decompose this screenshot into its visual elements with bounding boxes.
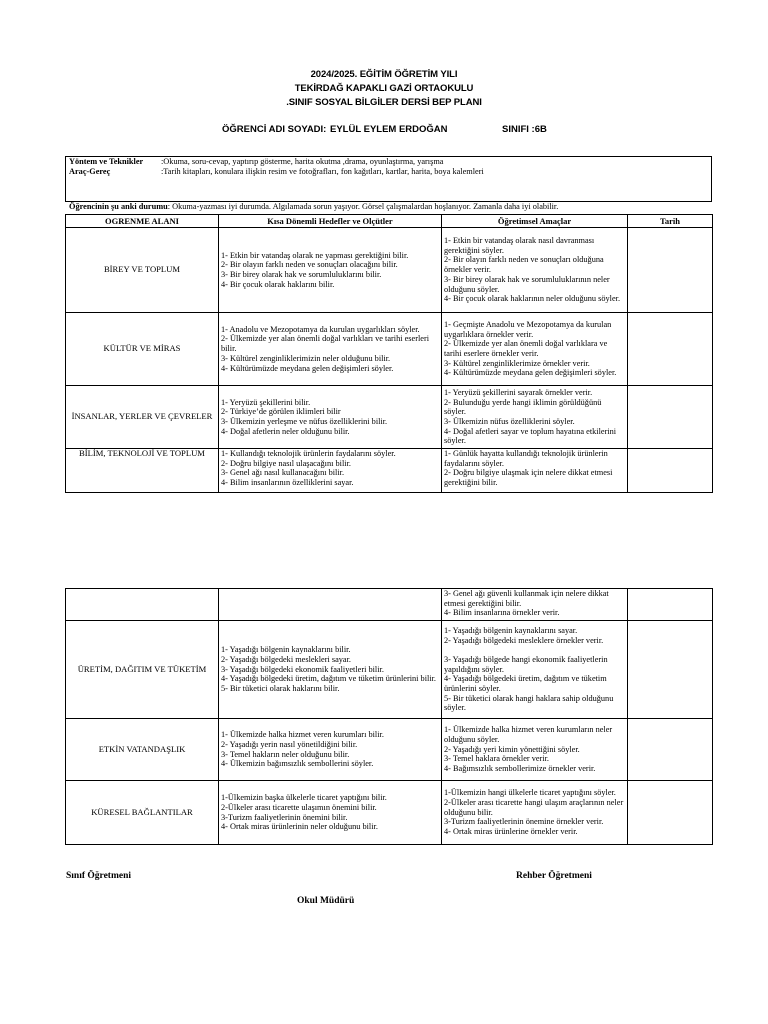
methods-text: :Okuma, soru-cevap, yaptırıp gösterme, harita okutma ,drama, oyunlaştırma, yarışma — [161, 157, 444, 166]
table-row — [66, 449, 713, 493]
bep-table-part2 — [65, 588, 713, 845]
header-line-1: 2024/2025. EĞİTİM ÖĞRETİM YILI — [310, 69, 458, 80]
date-cell — [628, 719, 713, 781]
guidance-teacher-signature: Rehber Öğretmeni — [516, 871, 592, 881]
goals-cell: 1- Anadolu ve Mezopotamya da kurulan uygarlıkları söyler. 2- Ülkemizde yer alan önemli doğal varlıkları ve tarihi eserleri bilir. 3- Kültürel zenginliklerimizin neler olduğunu bilir. 4- Kültürümüzde meydana gelen değişimleri söyler. — [219, 313, 442, 386]
student-name: EYLÜL EYLEM ERDOĞAN — [330, 124, 448, 135]
aims-cell: 1- Geçmişte Anadolu ve Mezopotamya da kurulan uygarlıklara örnekler verir. 2- Ülkemizde yer alan önemli doğal varlıklara ve tarihi eserlere örnekler verir. 3- Kültürel zenginliklerimize örnekler verir. 4- Kültürümüzde meydana gelen değişimleri söyler. — [442, 313, 628, 386]
table-row — [66, 228, 713, 313]
aims-cell: 1- Yeryüzü şekillerini sayarak örnekler verir. 2- Bulunduğu yerde hangi iklimin görüldüğünü söyler. 3- Ülkemizin nüfus özelliklerini söyler. 4- Doğal afetleri sayar ve toplum hayatına etkilerini söyler. — [442, 386, 628, 449]
table-row — [66, 313, 713, 386]
area-cell: ETKİN VATANDAŞLIK — [66, 719, 219, 781]
column-header-date: Tarih — [628, 215, 713, 228]
goals-cell: 1- Yaşadığı bölgenin kaynaklarını bilir. 2- Yaşadığı bölgedeki meslekleri sayar. 3- Yaşadığı bölgedeki ekonomik faaliyetleri bilir. 4- Yaşadığı bölgedeki üretim, dağıtım ve tüketim ürünlerini bilir. 5- Bir tüketici olarak haklarını bilir. — [219, 621, 442, 719]
principal-signature: Okul Müdürü — [297, 896, 355, 906]
aims-cell: 1-Ülkemizin hangi ülkelerle ticaret yaptığını söyler. 2-Ülkeler arası ticarette hangi ulaşım araçlarının neler olduğunu bilir. 3-Turizm faaliyetlerinin önemine örnekler verir. 4- Ortak miras ürünlerine örnekler verir. — [442, 781, 628, 845]
area-cell — [66, 589, 219, 621]
goals-cell — [219, 589, 442, 621]
table-row — [66, 621, 713, 719]
goals-cell: 1- Kullandığı teknolojik ürünlerin faydalarını söyler. 2- Doğru bilgiye nasıl ulaşacağını bilir. 3- Genel ağı nasıl kullanacağını bilir. 4- Bilim insanlarının özelliklerini sayar. — [219, 449, 442, 493]
goals-cell: 1- Etkin bir vatandaş olarak ne yapması gerektiğini bilir. 2- Bir olayın farklı neden ve sonuçları olacağını bilir. 3- Bir birey olarak hak ve sorumluluklarını bilir. 4- Bir çocuk olarak haklarını bilir. — [219, 228, 442, 313]
area-cell: İNSANLAR, YERLER VE ÇEVRELER — [66, 386, 219, 449]
header-line-3: .SINIF SOSYAL BİLGİLER DERSİ BEP PLANI — [286, 97, 482, 108]
area-cell: BİREY VE TOPLUM — [66, 228, 219, 313]
area-cell: BİLİM, TEKNOLOJİ VE TOPLUM — [66, 449, 219, 493]
column-header-goals: Kısa Dönemli Hedefler ve Olçütler — [219, 215, 442, 228]
status-label: Öğrencinin şu anki durumu — [69, 202, 168, 211]
area-cell: KÜLTÜR VE MİRAS — [66, 313, 219, 386]
table-row — [66, 719, 713, 781]
aims-cell: 1- Yaşadığı bölgenin kaynaklarını sayar. 2- Yaşadığı bölgedeki mesleklere örnekler verir. 3- Yaşadığı bölgede hangi ekonomik faaliyetlerin yapıldığını söyler. 4- Yaşadığı bölgedeki üretim, dağıtım ve tüketim ürünlerini söyler. 5- Bir tüketici olarak hangi haklara sahip olduğunu söyler. — [442, 621, 628, 719]
goals-cell: 1- Ülkemizde halka hizmet veren kurumları bilir. 2- Yaşadığı yerin nasıl yönetildiğini bilir. 3- Temel hakların neler olduğunu bilir. 4- Ülkemizin bağımsızlık sembollerini söyler. — [219, 719, 442, 781]
bep-table-part1 — [65, 214, 713, 493]
date-cell — [628, 313, 713, 386]
date-cell — [628, 621, 713, 719]
table-row — [66, 386, 713, 449]
aims-cell: 1- Etkin bir vatandaş olarak nasıl davranması gerektiğini söyler. 2- Bir olayın farklı neden ve sonuçları olduğuna örnekler verir. 3- Bir birey olarak hak ve sorumluluklarının neler olduğunu söyler. 4- Bir çocuk olarak haklarının neler olduğunu söyler. — [442, 228, 628, 313]
date-cell — [628, 449, 713, 493]
date-cell — [628, 781, 713, 845]
aims-cell: 3- Genel ağı güvenli kullanmak için nelere dikkat etmesi gerektiğini bilir. 4- Bilim insanlarına örnekler verir. — [442, 589, 628, 621]
goals-cell: 1- Yeryüzü şekillerini bilir. 2- Türkiye’de görülen iklimleri bilir 3- Ülkemizin yerleşme ve nüfus özelliklerini bilir. 4- Doğal afetlerin neler olduğunu bilir. — [219, 386, 442, 449]
goals-cell: 1-Ülkemizin başka ülkelerle ticaret yaptığını bilir. 2-Ülkeler arası ticarette ulaşımın önemini bilir. 3-Turizm faaliyetlerinin önemini bilir. 4- Ortak miras ürünlerinin neler olduğunu bilir. — [219, 781, 442, 845]
student-name-label: ÖĞRENCİ ADI SOYADI: — [222, 124, 327, 135]
methods-label: Yöntem ve Teknikler — [69, 157, 144, 166]
class-teacher-signature: Sınıf Öğretmeni — [66, 871, 132, 881]
area-cell: ÜRETİM, DAĞITIM VE TÜKETİM — [66, 621, 219, 719]
table-row — [66, 589, 713, 621]
date-cell — [628, 228, 713, 313]
column-header-area: OGRENME ALANI — [66, 215, 219, 228]
header-line-2: TEKİRDAĞ KAPAKLI GAZİ ORTAOKULU — [294, 83, 474, 94]
area-cell: KÜRESEL BAĞLANTILAR — [66, 781, 219, 845]
date-cell — [628, 386, 713, 449]
info-box — [65, 156, 712, 202]
aims-cell: 1- Günlük hayatta kullandığı teknolojik ürünlerin faydalarını söyler. 2- Doğru bilgiye ulaşmak için nelere dikkat etmesi gerektiğini bilir. — [442, 449, 628, 493]
student-class: SINIFI :6B — [502, 124, 547, 135]
column-header-aims: Öğretimsel Amaçlar — [442, 215, 628, 228]
status-text: : Okuma-yazması iyi durumda. Algılamada sorun yaşıyor. Görsel çalışmalardan hoşlanıyor. Zamanla daha iyi olabilir. — [167, 202, 559, 211]
tools-text: :Tarih kitapları, konulara ilişkin resim ve fotoğrafları, fon kağıtları, kartlar, harita, boya kalemleri — [161, 167, 484, 176]
status-line — [66, 202, 712, 212]
aims-cell: 1- Ülkemizde halka hizmet veren kurumların neler olduğunu söyler. 2- Yaşadığı yeri kimin yönettiğini söyler. 3- Temel haklara örnekler verir. 4- Bağımsızlık sembollerimize örnekler verir. — [442, 719, 628, 781]
tools-label: Araç-Gereç — [69, 167, 111, 176]
date-cell — [628, 589, 713, 621]
table-row — [66, 781, 713, 845]
